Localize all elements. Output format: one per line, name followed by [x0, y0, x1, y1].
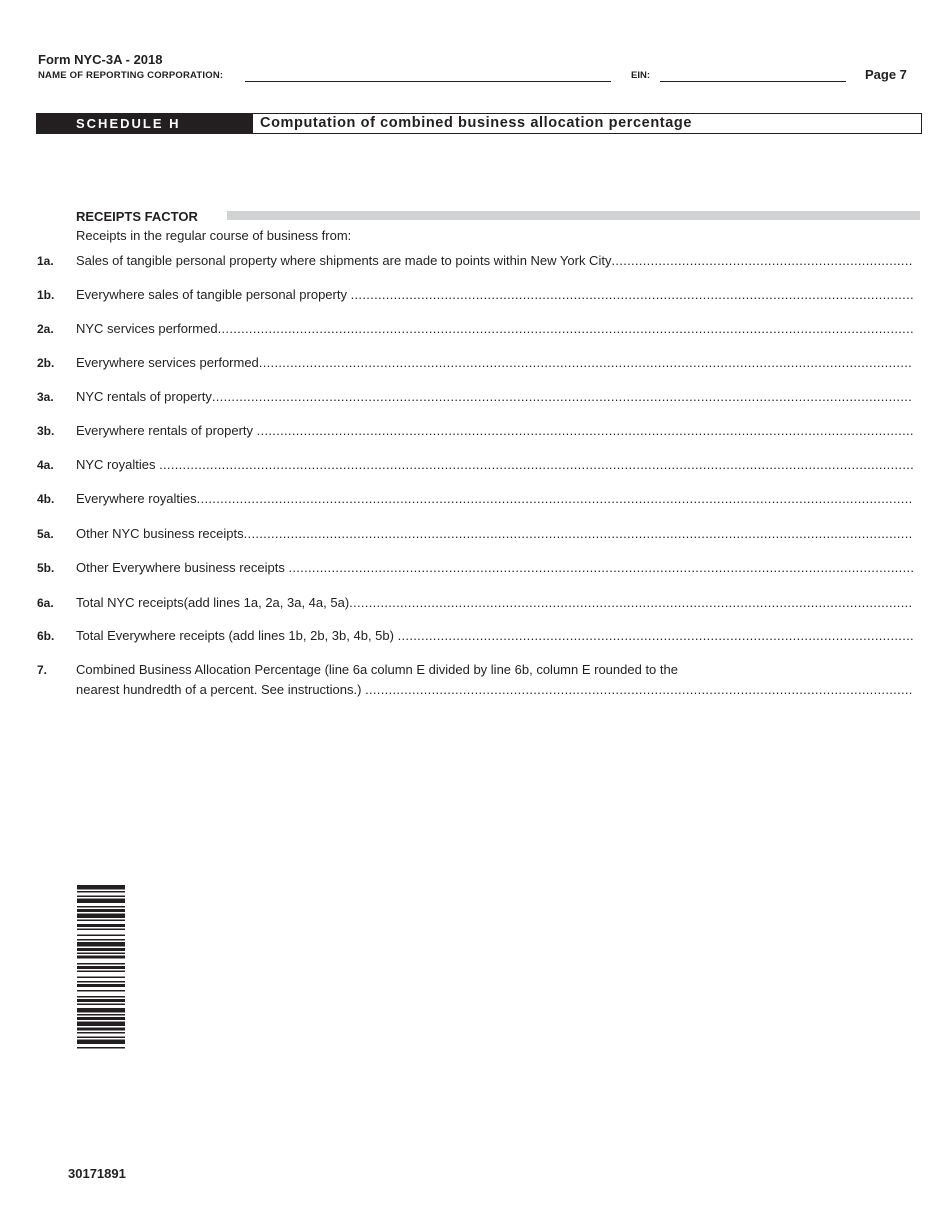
line-description: Other NYC business receipts .....: [76, 525, 913, 543]
line-description: NYC rentals of property .....: [76, 388, 913, 406]
barcode-bar: [77, 966, 125, 969]
section-rule: [227, 211, 920, 220]
barcode: [77, 885, 125, 1095]
barcode-bar: [77, 914, 125, 919]
line-6a: [0, 594, 950, 612]
line-description: Total Everywhere receipts (add lines 1b, 2b, 3b, 4b, 5b) .....: [76, 627, 913, 645]
barcode-bar: [77, 939, 125, 941]
barcode-bar: [77, 906, 125, 908]
line-5b: [0, 559, 950, 577]
barcode-bar: [77, 942, 125, 947]
line-description: Total NYC receipts(add lines 1a, 2a, 3a, 4a, 5a) .....: [76, 594, 913, 612]
line-7-continued: [0, 681, 950, 699]
barcode-bar: [77, 899, 125, 904]
barcode-bar: [77, 1040, 125, 1045]
barcode-bar: [77, 924, 125, 927]
line-number: 5a.: [37, 527, 54, 541]
form-code: 30171891: [68, 1166, 126, 1181]
barcode-bar: [77, 1037, 125, 1039]
ein-field[interactable]: [660, 81, 846, 82]
line-1a: [0, 252, 950, 270]
schedule-label: SCHEDULE H: [36, 113, 253, 134]
barcode-bar: [77, 1004, 125, 1006]
barcode-bar: [77, 971, 125, 973]
barcode-bar: [77, 929, 125, 931]
schedule-divider: [251, 113, 253, 134]
barcode-bar: [77, 891, 125, 893]
line-description: Combined Business Allocation Percentage (line 6a column E divided by line 6b, column E rounded to the: [76, 662, 678, 677]
barcode-bar: [77, 896, 125, 898]
barcode-bar: [77, 935, 125, 937]
barcode-bar: [77, 1047, 125, 1049]
barcode-bar: [77, 984, 125, 987]
barcode-bar: [77, 885, 125, 890]
barcode-bar: [77, 977, 125, 979]
line-description: Everywhere royalties .....: [76, 490, 913, 508]
barcode-bar: [77, 956, 125, 959]
corporation-name-label: NAME OF REPORTING CORPORATION:: [38, 70, 224, 81]
line-number: 1b.: [37, 288, 55, 302]
barcode-bar: [77, 909, 125, 912]
barcode-bar: [77, 920, 125, 922]
line-number: 5b.: [37, 561, 55, 575]
form-title: Form NYC-3A - 2018: [38, 52, 163, 67]
barcode-bar: [77, 1022, 125, 1027]
barcode-bar: [77, 1032, 125, 1034]
line-number: 2a.: [37, 322, 54, 336]
corporation-name-field[interactable]: [245, 81, 611, 82]
barcode-bar: [77, 948, 125, 951]
line-description: NYC royalties .....: [76, 456, 913, 474]
line-description-continued: nearest hundredth of a percent. See instructions.) .....: [76, 681, 913, 699]
barcode-bar: [77, 996, 125, 998]
line-description: NYC services performed .....: [76, 320, 913, 338]
line-description: Everywhere sales of tangible personal property .....: [76, 286, 913, 304]
barcode-bar: [77, 1008, 125, 1013]
line-number: 6b.: [37, 629, 55, 643]
barcode-bar: [77, 1028, 125, 1031]
section-title: RECEIPTS FACTOR: [76, 209, 198, 224]
line-3b: [0, 422, 950, 440]
ein-label: EIN:: [631, 70, 650, 81]
line-4b: [0, 490, 950, 508]
line-number: 4a.: [37, 458, 54, 472]
line-number: 7.: [37, 663, 48, 677]
barcode-bar: [77, 990, 125, 992]
barcode-bar: [77, 981, 125, 983]
line-number: 3b.: [37, 424, 55, 438]
barcode-bar: [77, 1014, 125, 1016]
line-number: 2b.: [37, 356, 55, 370]
line-description: Other Everywhere business receipts .....: [76, 559, 913, 577]
line-description: Sales of tangible personal property where shipments are made to points within New York City .....: [76, 252, 913, 270]
barcode-bar: [77, 1017, 125, 1020]
line-description: Everywhere services performed .....: [76, 354, 913, 372]
section-intro: Receipts in the regular course of business from:: [76, 228, 352, 243]
line-6b: [0, 627, 950, 645]
line-number: 1a.: [37, 254, 54, 268]
line-number: 3a.: [37, 390, 54, 404]
barcode-bar: [77, 953, 125, 955]
barcode-bar: [77, 963, 125, 965]
line-5a: [0, 525, 950, 543]
page-number: Page 7: [865, 67, 907, 82]
line-2b: [0, 354, 950, 372]
schedule-title: Computation of combined business allocation percentage: [260, 115, 693, 131]
line-4a: [0, 456, 950, 474]
barcode-bar: [77, 999, 125, 1002]
line-1b: [0, 286, 950, 304]
line-description: Everywhere rentals of property .....: [76, 422, 913, 440]
line-7: [0, 661, 950, 679]
line-number: 6a.: [37, 596, 54, 610]
line-number: 4b.: [37, 492, 55, 506]
line-2a: [0, 320, 950, 338]
line-3a: [0, 388, 950, 406]
